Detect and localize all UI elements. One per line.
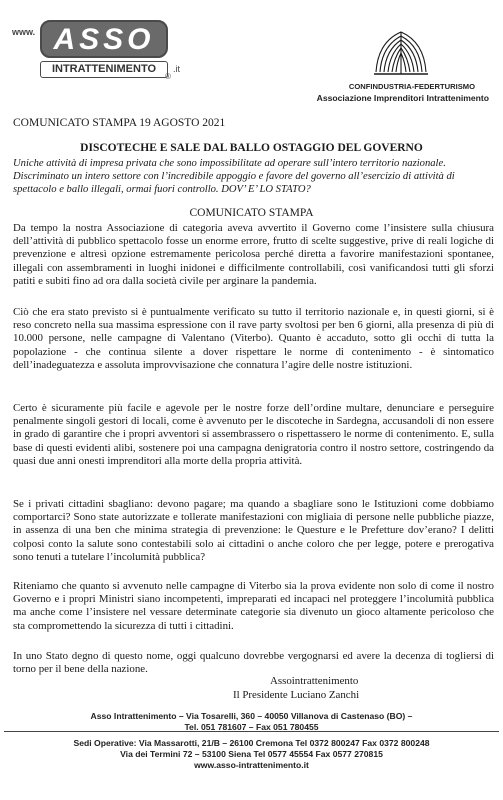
paragraph-2: Ciò che era stato previsto si è puntualmente verificato su tutto il territorio nazionale e, in questi giorni, si è reso concreto nella sua massima espressione con il rave party svoltosi per ben 6 giorni, alla presenza di più di 10.000 persone, nelle campagne di Valentano (Viterbo). Quanto è accaduto, sotto gli occhi di tutta la popolazione - che continua silente a dover rispettare le norme di contenimento - è sintomatico dell’inadeguatezza e assoluta improvvisazione che connatura l’agire delle nostre istituzioni. bbox=[13, 306, 494, 371]
document-subtitle: Uniche attività di impresa privata che sono impossibilitate ad operare sull’intero territorio nazionale. Discriminato un intero settore con l’incredibile appoggio e favore del governo all’esercizio di attività di spettacolo e ballo illegali, ormai fuori controllo. DOV’ E’ LO STATO? bbox=[13, 158, 455, 195]
footer-office-cremona: Sedi Operative: Via Massarotti, 21/B – 26100 Cremona Tel 0372 800247 Fax 0372 800248 bbox=[73, 738, 430, 748]
confindustria-emblem-icon bbox=[368, 24, 434, 82]
logo-sub-text: INTRATTENIMENTO bbox=[40, 61, 168, 78]
footer-phone: Tel. 051 781607 – Fax 051 780455 bbox=[184, 722, 319, 732]
footer-divider bbox=[4, 731, 499, 732]
paragraph-4: Se i privati cittadini sbagliano: devono pagare; ma quando a sbagliare sono le Istituzioni come dobbiamo comportarci? Sono state autorizzate e tollerate manifestazioni con migliaia di persone nelle pubbliche piazze, in assenza di una ben che minima strategia di prevenzione: le Questure e le Prefetture dov’erano? I delitti colposi conto la salute sono contestabili solo ai cittadini o anche coloro che per legge, potere e prerogativa sono tenuti a tutelare l’incolumità pubblica? bbox=[13, 498, 494, 563]
paragraph-1: Da tempo la nostra Associazione di categoria aveva avvertito il Governo come l’insistere sulla chiusura dell’attività di pubblico spettacolo fosse un enorme errore, frutto di scelte suggestive, prive di reali logiche di prevenzione e altresì opzione estremamente pericolosa perché diretta a favorire manifestazioni spontanee, illegali con assembramenti in luoghi inidonei e difficilmente controllabili, così vanificandosi tutti gli sforzi patiti e subiti fino ad ora dalla società civile per arginare la pandemia. bbox=[13, 222, 494, 287]
paragraph-5: Riteniamo che quanto si avvenuto nelle campagne di Viterbo sia la prova evidente non solo di come il nostro Governo e i propri Ministri siano incompetenti, impreparati ed incapaci nel proteggere l’incolumità pubblica ma anche come l’insistere nel vessare determinate categorie sia divenuto un gioco altamente pericoloso che sta compromettendo la sicurezza di tutti i cittadini. bbox=[13, 580, 494, 632]
asso-logo bbox=[40, 20, 170, 80]
document-title: DISCOTECHE E SALE DAL BALLO OSTAGGIO DEL GOVERNO bbox=[80, 142, 423, 154]
confindustria-name: CONFINDUSTRIA-FEDERTURISMO bbox=[348, 82, 475, 91]
paragraph-3: Certo è sicuramente più facile e agevole per le nostre forze dell’ordine multare, denunciare e perseguire penalmente singoli gestori di locali, come è avvenuto per le discoteche in Sardegna, accusandoli di non essere in grado di garantire che i propri avventori si assembrassero o rispettassero le norme di contenimento. E, sulla base di questi evidenti alibi, sostenere poi una campagna denigratoria contro il nostro settore, costringendo da quasi due anni onesti imprenditori alla morte della propria attività. bbox=[13, 402, 494, 467]
association-name: Associazione Imprenditori Intrattenimento bbox=[316, 93, 489, 103]
section-heading: COMUNICATO STAMPA bbox=[189, 207, 314, 219]
signature-organization: Assointrattenimento bbox=[270, 675, 359, 687]
paragraph-6: In uno Stato degno di questo nome, oggi qualcuno dovrebbe vergognarsi ed avere la decenza di togliersi di torno per il bene della nazione. bbox=[13, 650, 494, 676]
letterhead bbox=[0, 0, 503, 108]
press-release-date: COMUNICATO STAMPA 19 AGOSTO 2021 bbox=[13, 117, 226, 129]
footer-office-siena: Via dei Termini 72 – 53100 Siena Tel 0577 45554 Fax 0577 270815 bbox=[120, 749, 383, 759]
logo-www-text: www. bbox=[12, 27, 36, 37]
footer-website-link[interactable]: www.asso-intrattenimento.it bbox=[194, 760, 309, 770]
logo-domain-suffix: .it bbox=[173, 64, 181, 74]
logo-main-text: ASSO bbox=[40, 20, 168, 58]
logo-registered-mark: ® bbox=[165, 72, 171, 81]
signature-president: Il Presidente Luciano Zanchi bbox=[233, 689, 360, 701]
footer-address: Asso Intrattenimento – Via Tosarelli, 360 – 40050 Villanova di Castenaso (BO) – bbox=[90, 711, 413, 721]
